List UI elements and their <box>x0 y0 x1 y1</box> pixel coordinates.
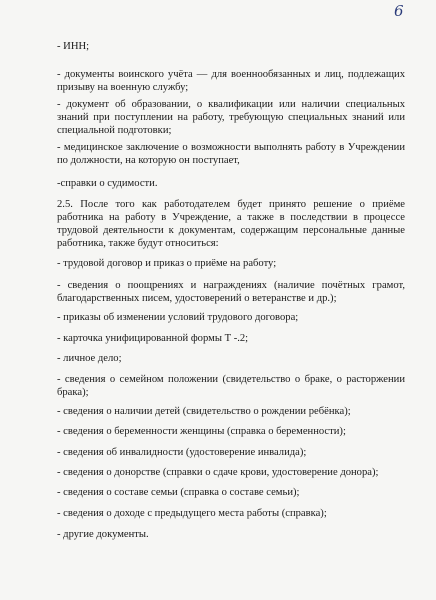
text-line: - ИНН; <box>57 41 90 52</box>
text-line: брака); <box>57 387 89 398</box>
text-line: - сведения о донорстве (справки о сдаче крови, удостоверение донора); <box>57 467 379 478</box>
text-line: - карточка унифицированной формы Т -.2; <box>57 333 249 344</box>
text-line: - документ об образовании, о квалификации или наличии специальных <box>57 99 405 110</box>
text-line: - сведения о доходе с предыдущего места работы (справка); <box>57 508 327 519</box>
text-line: - трудовой договор и приказ о приёме на работу; <box>57 258 277 269</box>
text-line: - сведения о наличии детей (свидетельство о рождении ребёнка); <box>57 406 351 417</box>
page-number: 6 <box>394 2 404 20</box>
text-line: - сведения о составе семьи (справка о составе семьи); <box>57 487 300 498</box>
text-line: - личное дело; <box>57 353 122 364</box>
text-line: по должности, на которую он поступает, <box>57 155 240 166</box>
text-line: - сведения о семейном положении (свидетельство о браке, о расторжении <box>57 374 405 385</box>
text-line: специальной подготовки; <box>57 125 172 136</box>
text-line: - сведения о беременности женщины (справка о беременности); <box>57 426 346 437</box>
text-line: работника на работу в Учреждение, а также в последствии в процессе <box>57 212 405 223</box>
text-line: -справки о судимости. <box>57 178 158 189</box>
text-line: трудовой деятельности к документам, содержащим персональные данные <box>57 225 405 236</box>
text-line: благодарственных писем, удостоверений о ветеранстве и др.); <box>57 293 337 304</box>
text-line: знаний при поступлении на работу, требующую специальных знаний или <box>57 112 405 123</box>
text-line: - приказы об изменении условий трудового договора; <box>57 312 299 323</box>
text-line: - сведения о поощрениях и награждениях (наличие почётных грамот, <box>57 280 405 291</box>
text-line: - другие документы. <box>57 529 149 540</box>
text-line: - сведения об инвалидности (удостоверение инвалида); <box>57 447 307 458</box>
text-line: работника, также будут относиться: <box>57 238 219 249</box>
text-line: - медицинское заключение о возможности выполнять работу в Учреждении <box>57 142 405 153</box>
text-line: призыву на военную службу; <box>57 82 189 93</box>
text-line: 2.5. После того как работодателем будет принято решение о приёме <box>57 199 405 210</box>
text-line: - документы воинского учёта — для военнообязанных и лиц, подлежащих <box>57 69 405 80</box>
